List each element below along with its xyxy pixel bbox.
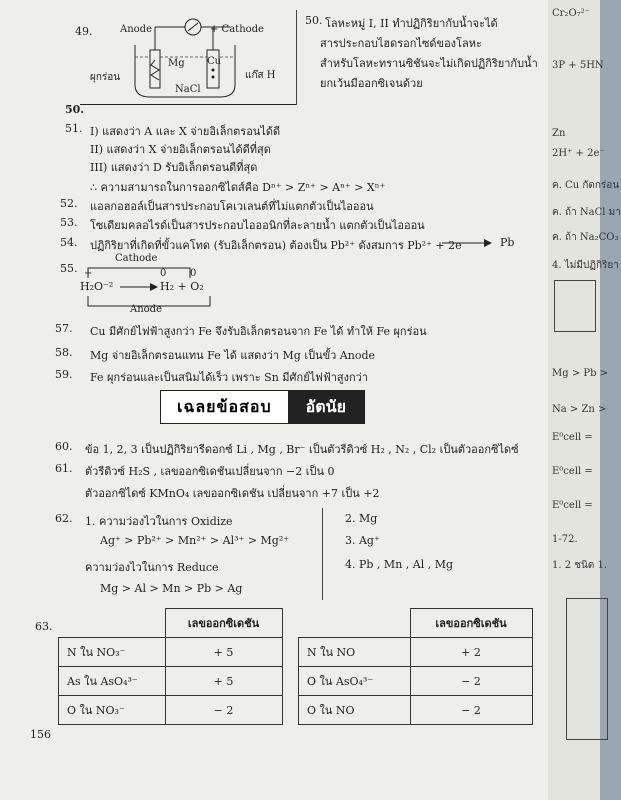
rust-label: ผุกร่อน: [90, 72, 121, 83]
oxidation-number: 0: [190, 268, 197, 279]
side-text: E⁰cell =: [552, 500, 593, 511]
species-cell: N ใน NO₃⁻: [59, 638, 166, 667]
divider-line: [322, 508, 323, 600]
answer-text: ข้อ 1, 2, 3 เป็นปฏิกิริยารีดอกซ์ Li , Mg , Br⁻ เป็นตัวรีดิวซ์ H₂ , N₂ , Cl₂ เป็นตัวออกซิไดซ์: [85, 443, 519, 456]
answer-text: โลหะหมู่ I, II ทำปฏิกิริยากับน้ำจะได้: [325, 17, 498, 30]
question-number: 55.: [60, 262, 78, 275]
table-row: [59, 696, 283, 725]
adjacent-page: [548, 0, 621, 800]
table-row: [59, 667, 283, 696]
side-text: ค. ถ้า NaCl มา: [552, 207, 621, 218]
answer-text: ปฏิกิริยาที่เกิดที่ขั้วแคโทด (รับอิเล็กตรอน) ต้องเป็น Pb²⁺ ดังสมการ Pb²⁺ + 2e⁻: [90, 239, 468, 252]
anode-label: Anode: [130, 304, 163, 315]
question-number: 61.: [55, 462, 73, 475]
gas-label: แก๊ส H: [245, 70, 276, 81]
answer-text: สารประกอบไฮดรอกไซด์ของโลหะ: [320, 37, 482, 50]
side-text: Cr₂O₇²⁻: [552, 8, 590, 19]
side-text: ค. ถ้า Na₂CO₃: [552, 232, 619, 243]
question-number: 59.: [55, 368, 73, 381]
answer-text: ตัวรีดิวซ์ H₂S , เลขออกซิเดชันเปลี่ยนจาก −2 เป็น 0: [85, 465, 335, 478]
question-number: 53.: [60, 216, 78, 229]
oxidation-table-left: [58, 608, 283, 725]
answer-text: Ag⁺ > Pb²⁺ > Mn²⁺ > Al³⁺ > Mg²⁺: [100, 534, 290, 547]
plus-label: +: [84, 268, 93, 279]
value-cell: + 5: [165, 667, 282, 696]
answer-text: สำหรับโลหะทรานซิชันจะไม่เกิดปฏิกิริยากับน้ำ: [320, 57, 538, 70]
answer-text: 4. Pb , Mn , Al , Mg: [345, 558, 454, 571]
species-cell: O ใน AsO₄³⁻: [299, 667, 411, 696]
value-cell: − 2: [165, 696, 282, 725]
species-cell: N ใน NO: [299, 638, 411, 667]
species-cell: O ใน NO₃⁻: [59, 696, 166, 725]
answer-text: Mg จ่ายอิเล็กตรอนแทน Fe ได้ แสดงว่า Mg เป็นขั้ว Anode: [90, 349, 376, 362]
answer-text: Fe ผุกร่อนและเป็นสนิมได้เร็ว เพราะ Sn มีศักย์ไฟฟ้าสูงกว่า: [90, 371, 369, 384]
cathode-label: Cathode: [115, 253, 158, 264]
question-number: 50.: [305, 14, 323, 27]
arrow-right-icon: [442, 238, 492, 248]
side-text: ค. Cu กัดกร่อน: [552, 180, 620, 191]
answer-text: 3. Ag⁺: [345, 534, 380, 547]
side-text: 1. 2 ชนิด 1.: [552, 560, 608, 571]
answer-text: ∴ ความสามารถในการออกซิไดส์คือ Dⁿ⁺ > Zⁿ⁺ > Aⁿ⁺ > Xⁿ⁺: [90, 181, 386, 194]
nacl-label: NaCl: [175, 84, 201, 95]
cu-label: Cu: [207, 56, 222, 67]
section-banner: [160, 390, 365, 424]
banner-left: เฉลยข้อสอบ: [161, 391, 288, 423]
answer-text: I) แสดงว่า A และ X จ่ายอิเล็กตรอนได้ดี: [90, 125, 281, 138]
table-row: [59, 638, 283, 667]
table-row: [299, 667, 533, 696]
oxidation-table-right: [298, 608, 533, 725]
question-number: 62.: [55, 512, 73, 525]
equation-products: H₂ + O₂: [160, 280, 204, 293]
side-text: Mg > Pb >: [552, 368, 609, 379]
equation-reactant: H₂O⁻²: [80, 280, 114, 293]
answer-text: II) แสดงว่า X จ่ายอิเล็กตรอนได้ดีที่สุด: [90, 143, 271, 156]
answer-text: Cu มีศักย์ไฟฟ้าสูงกว่า Fe จึงรับอิเล็กตรอนจาก Fe ได้ ทำให้ Fe ผุกร่อน: [90, 325, 427, 338]
value-cell: + 2: [410, 638, 532, 667]
side-text: 4. ไม่มีปฏิกิริยา: [552, 260, 619, 271]
table-row: [299, 638, 533, 667]
banner-right: อัตนัย: [288, 391, 364, 423]
species-cell: O ใน NO: [299, 696, 411, 725]
table-header: เลขออกซิเดชัน: [165, 609, 282, 638]
side-diagram: [554, 280, 596, 332]
side-text: Na > Zn >: [552, 404, 607, 415]
question-number: 49.: [75, 25, 93, 38]
side-text: Zn: [552, 128, 566, 139]
table-row: [299, 696, 533, 725]
question-number: 50.: [65, 103, 85, 116]
species-cell: As ใน AsO₄³⁻: [59, 667, 166, 696]
side-text: 2H⁺ + 2e⁻: [552, 148, 605, 159]
side-text: 3P + 5HN: [552, 60, 604, 71]
answer-text: III) แสดงว่า D รับอิเล็กตรอนดีที่สุด: [90, 161, 258, 174]
cathode-label: + Cathode: [210, 24, 264, 35]
divider-line: [80, 104, 296, 105]
oxidation-number: 0: [160, 268, 167, 279]
divider-line: [296, 10, 297, 105]
anode-label: Anode: [120, 24, 153, 35]
table-header: เลขออกซิเดชัน: [410, 609, 532, 638]
answer-text: แอลกอฮอล์เป็นสารประกอบโคเวเลนต์ที่ไม่แตกตัวเป็นไอออน: [90, 200, 374, 213]
answer-text: 1. ความว่องไวในการ Oxidize: [85, 515, 233, 528]
side-text: E⁰cell =: [552, 466, 593, 477]
question-number: 54.: [60, 236, 78, 249]
question-number: 58.: [55, 346, 73, 359]
answer-text: ยกเว้นมีออกซิเจนด้วย: [320, 77, 423, 90]
value-cell: − 2: [410, 696, 532, 725]
value-cell: + 5: [165, 638, 282, 667]
page-number: 156: [30, 728, 51, 741]
value-cell: − 2: [410, 667, 532, 696]
answer-text: ตัวออกซิไดซ์ KMnO₄ เลขออกซิเดชัน เปลี่ยนจาก +7 เป็น +2: [85, 487, 380, 500]
question-number: 51.: [65, 122, 83, 135]
question-number: 57.: [55, 322, 73, 335]
answer-text: โซเดียมคลอไรด์เป็นสารประกอบไอออนิกที่ละลายน้ำ แตกตัวเป็นไอออน: [90, 219, 425, 232]
mg-label: Mg: [168, 58, 185, 69]
answer-text: 2. Mg: [345, 512, 378, 525]
question-number: 63.: [35, 620, 53, 633]
question-number: 60.: [55, 440, 73, 453]
side-text: 1-72.: [552, 534, 578, 545]
answer-text: Mg > Al > Mn > Pb > Ag: [100, 582, 243, 595]
question-number: 52.: [60, 197, 78, 210]
answer-text: ความว่องไวในการ Reduce: [85, 561, 219, 574]
answer-text: Pb: [500, 236, 515, 249]
side-text: E⁰cell =: [552, 432, 593, 443]
side-table: [566, 598, 608, 740]
